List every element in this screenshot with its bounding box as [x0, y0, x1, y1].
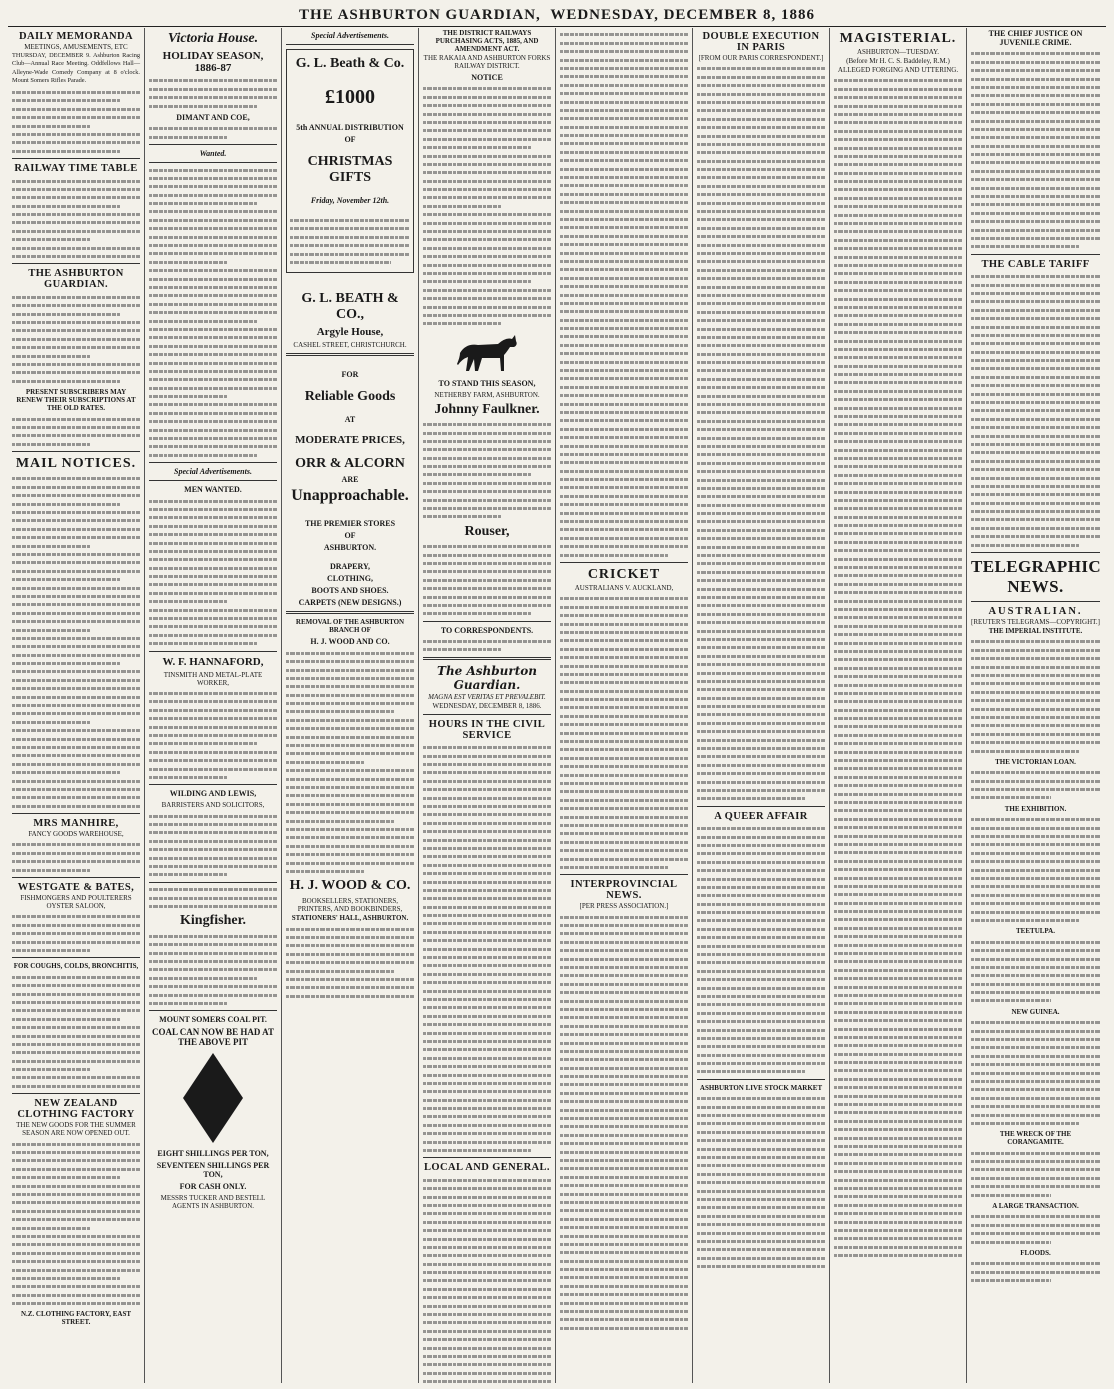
westgate-heading: WESTGATE & BATES, [17, 882, 135, 894]
at-label: AT [344, 415, 356, 425]
removal-heading: REMOVAL OF THE ASHBURTON BRANCH OF [295, 618, 405, 635]
moderate-prices: MODERATE PRICES, [295, 434, 405, 447]
chief-justice-heading: THE CHIEF JUSTICE ON JUVENILE CRIME. [988, 29, 1083, 47]
local-general-heading: LOCAL AND GENERAL. [424, 1162, 550, 1174]
for-label: FOR [341, 370, 359, 380]
memoranda-subheading: MEETINGS, AMUSEMENTS, ETC [24, 43, 128, 51]
civil-service-heading: HOURS IN THE CIVIL SERVICE [428, 718, 546, 741]
issue-date: WEDNESDAY, DECEMBER 8, 1886 [550, 6, 815, 23]
reliable-goods: Reliable Goods [304, 389, 396, 405]
cricket-heading: CRICKET [587, 567, 661, 582]
column-8 [967, 28, 1104, 1383]
mail-notices-heading: MAIL NOTICES. [15, 456, 137, 472]
cable-tariff-heading: THE CABLE TARIFF [981, 258, 1090, 270]
stand-season: TO STAND THIS SEASON, [438, 378, 536, 388]
unapproachable: Unapproachable. [291, 487, 409, 505]
johnny-faulkner: Johnny Faulkner. [434, 401, 540, 417]
memoranda-text: THURSDAY, DECEMBER 9. Ashburton Racing Club—Annual Race Meeting. Oddfellows Hall—Alleyne-Wade Comedy Company at 8 o'clock. Mount Somers Rifles Parade. [12, 52, 140, 85]
railways-act-heading: THE DISTRICT RAILWAYS PURCHASING ACTS, 1885, AND AMENDMENT ACT. [435, 29, 539, 53]
timetable-lines [12, 180, 140, 259]
editorial-date: WEDNESDAY, DECEMBER 8, 1886. [432, 701, 542, 710]
paris-execution-heading: DOUBLE EXECUTION IN PARIS [702, 31, 820, 53]
special-ads-label: Special Advertisements. [174, 467, 252, 477]
mount-somers-subheading: COAL CAN NOW BE HAD AT THE ABOVE PIT [152, 1027, 274, 1048]
horse-illustration [452, 331, 522, 375]
masthead [8, 4, 1106, 27]
large-transaction-heading: A LARGE TRANSACTION. [992, 1202, 1079, 1211]
manhire-heading: MRS MANHIRE, [33, 818, 119, 830]
cricket-subheading: AUSTRALIANS V. AUCKLAND, [574, 584, 674, 592]
clothing-factory-subheading: THE NEW GOODS FOR THE SUMMER SEASON ARE NOW OPENED OUT. [16, 1121, 136, 1138]
holiday-season-heading: HOLIDAY SEASON, 1886-87 [162, 50, 264, 74]
beath-big-heading: G. L. BEATH & CO., [301, 291, 399, 323]
of-label-2: OF [344, 531, 356, 541]
beath-heading: G. L. Beath & Co. [295, 56, 405, 71]
carpets-label: CARPETS (NEW DESIGNS.) [298, 598, 402, 608]
magisterial-subheading: ASHBURTON—TUESDAY. [856, 48, 940, 56]
orr-alcorn: ORR & ALCORN [295, 456, 405, 472]
editorial-motto: MAGNA EST VERITAS ET PREVALEBIT. [428, 692, 546, 701]
subscribers-notice: PRESENT SUBSCRIBERS MAY RENEW THEIR SUBSCRIPTIONS AT THE OLD RATES. [16, 388, 136, 413]
column-1 [8, 28, 145, 1383]
argyle-house: Argyle House, [316, 326, 384, 339]
column-2 [145, 28, 282, 1383]
mail-notices-lines [12, 477, 140, 807]
wilding-heading: WILDING AND LEWIS, [169, 789, 257, 799]
annual-distribution: 5th ANNUAL DISTRIBUTION [296, 123, 404, 132]
premier-stores: THE PREMIER STORES [304, 519, 396, 529]
railways-act-subheading: THE RAKAIA AND ASHBURTON FORKS RAILWAY DISTRICT. [423, 54, 551, 70]
ashburton-label: ASHBURTON. [323, 543, 377, 553]
hannaford-heading: W. F. HANNAFORD, [162, 655, 264, 668]
notice-label: NOTICE [471, 73, 503, 82]
stock-market-heading: ASHBURTON LIVE STOCK MARKET [699, 1083, 823, 1092]
boots-label: BOOTS AND SHOES. [311, 586, 389, 596]
column-6 [693, 28, 830, 1383]
victoria-house-heading: Victoria House. [167, 31, 259, 46]
railway-timetable-heading: RAILWAY TIME TABLE [14, 163, 138, 175]
manhire-subheading: FANCY GOODS WAREHOUSE, [28, 830, 124, 839]
drapery-label: DRAPERY, [329, 562, 371, 572]
column-7 [830, 28, 967, 1383]
floods-heading: FLOODS. [1020, 1249, 1051, 1257]
wilding-subheading: BARRISTERS AND SOLICITORS, [161, 801, 265, 810]
memoranda-heading: DAILY MEMORANDA [18, 31, 133, 42]
wood-heading: H. J. WOOD & CO. [289, 878, 411, 894]
wood-subheading: BOOKSELLERS, STATIONERS, PRINTERS, AND BOOKBINDERS, [297, 897, 403, 914]
forging-heading: ALLEGED FORGING AND UTTERING. [837, 66, 959, 74]
diamond-emblem [183, 1053, 243, 1143]
special-ads-heading: Special Advertisements. [311, 31, 389, 40]
hannaford-subheading: TINSMITH AND METAL-PLATE WORKER, [163, 670, 263, 687]
column-4 [419, 28, 556, 1383]
paris-execution-subheading: [FROM OUR PARIS CORRESPONDENT.] [698, 54, 824, 62]
eight-shillings: EIGHT SHILLINGS PER TON, [157, 1149, 269, 1159]
westgate-subheading: FISHMONGERS AND POULTERERS OYSTER SALOON, [20, 894, 132, 911]
clothing-factory-footer: N.Z. CLOTHING FACTORY, EAST STREET. [20, 1310, 132, 1327]
interprovincial-subheading: [PER PRESS ASSOCIATION.] [579, 902, 669, 911]
paper-title: THE ASHBURTON GUARDIAN, [298, 6, 541, 23]
mount-somers-heading: MOUNT SOMERS COAL PIT. [159, 1015, 267, 1025]
column-5 [556, 28, 693, 1383]
christmas-gifts: CHRISTMAS GIFTS [307, 154, 393, 185]
australian-heading: AUSTRALIAN. [988, 606, 1083, 618]
column-3 [282, 28, 419, 1383]
magisterial-heading: MAGISTERIAL. [839, 31, 957, 46]
wanted-label: Wanted. [199, 149, 227, 159]
correspondents-heading: TO CORRESPONDENTS. [440, 625, 534, 635]
interprovincial-heading: INTERPROVINCIAL NEWS. [570, 879, 678, 902]
kingfisher-heading: Kingfisher. [180, 913, 246, 929]
of-label: OF [344, 135, 356, 144]
thousand-pounds: £1000 [325, 86, 375, 108]
corangamite-heading: THE WRECK OF THE CORANGAMITE. [999, 1130, 1072, 1147]
friday-date: Friday, November 12th. [310, 196, 390, 205]
nethersby-farm: NETHERBY FARM, ASHBURTON. [434, 390, 540, 399]
memoranda-lines [12, 91, 140, 153]
coughs-heading: FOR COUGHS, COLDS, BRONCHITIS, [13, 962, 139, 971]
are-label: ARE [341, 475, 359, 485]
guardian-terms-heading: THE ASHBURTON GUARDIAN. [28, 268, 124, 291]
clothing-label: CLOTHING, [326, 574, 373, 584]
magisterial-bench: (Before Mr H. C. S. Baddeley, R.M.) [846, 57, 950, 65]
cashel-street: CASHEL STREET, CHRISTCHURCH. [293, 341, 407, 350]
telegraphic-news-heading: TELEGRAPHIC NEWS. [971, 557, 1102, 597]
reuter-line: [REUTER'S TELEGRAMS—COPYRIGHT.] [971, 618, 1100, 627]
wood-footer: STATIONERS' HALL, ASHBURTON. [291, 914, 409, 923]
clothing-factory-heading: NEW ZEALAND CLOTHING FACTORY [17, 1098, 135, 1121]
newspaper-columns [8, 28, 1106, 1383]
new-guinea-heading: NEW GUINEA. [1011, 1007, 1060, 1016]
dimant-coe: DIMANT AND COE, [176, 112, 250, 122]
teetulpa-heading: TEETULPA. [1016, 927, 1055, 936]
rouser: Rouser, [464, 523, 510, 539]
seventeen-shillings: SEVENTEEN SHILLINGS PER TON, [156, 1161, 270, 1180]
exhibition-heading: THE EXHIBITION. [1004, 804, 1067, 813]
agents-line: MESSRS TUCKER AND BESTELL AGENTS IN ASHBURTON. [160, 1194, 266, 1211]
queer-affair-heading: A QUEER AFFAIR [714, 810, 808, 822]
cash-only: FOR CASH ONLY. [179, 1182, 247, 1192]
victorian-loan-heading: THE VICTORIAN LOAN. [995, 757, 1076, 766]
men-wanted-heading: MEN WANTED. [184, 485, 242, 495]
beath-advert [286, 49, 414, 273]
imperial-institute-heading: THE IMPERIAL INSTITUTE. [988, 627, 1083, 636]
removal-name: H. J. WOOD AND CO. [310, 637, 390, 647]
editorial-masthead: The Ashburton Guardian. [437, 663, 537, 692]
